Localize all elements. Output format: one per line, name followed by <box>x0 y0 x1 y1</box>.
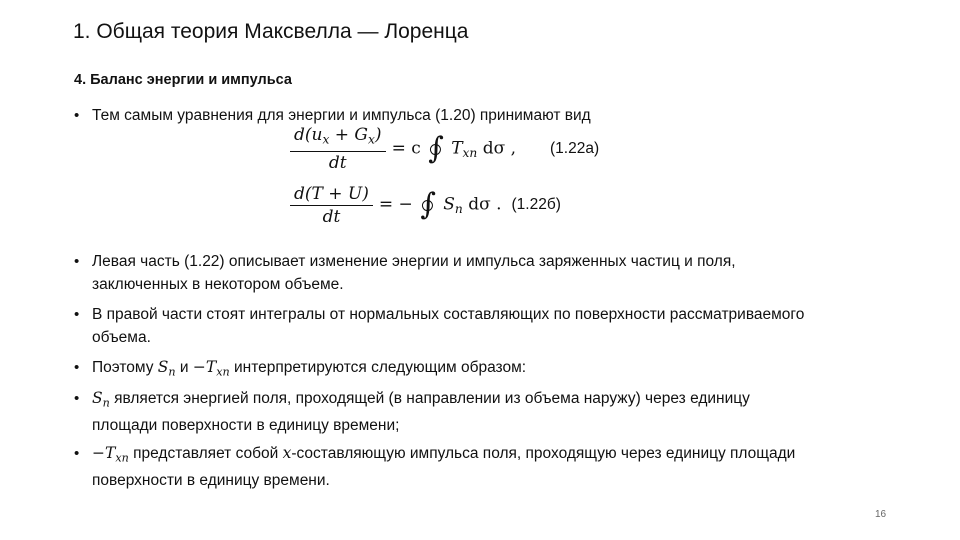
bullet-text-5: $S_n$ является энергией поля, проходящей (в направлении из объема наружу) через единицу площади поверхности в единицу времени; <box>92 389 750 435</box>
bullet-marker: • <box>74 107 80 124</box>
equation-number: (1.22б) <box>511 196 561 213</box>
bullet-text-6: $-T_{xn}$ представляет собой x-составляющую импульса поля, проходящую через единицу площади поверхности в единицу времени. <box>92 444 796 490</box>
equation-rhs: = c ∫ $T_{xn}$ dσ , <box>391 131 517 166</box>
bullet-marker: • <box>74 359 80 376</box>
equation-1-22a <box>290 124 599 174</box>
slide-title: 1. Общая теория Максвелла — Лоренца <box>73 20 469 43</box>
fraction <box>290 124 386 174</box>
bullet-text-3: В правой части стоят интегралы от нормальных составляющих по поверхности рассматриваемого объема. <box>92 306 805 346</box>
bullet-text-2: Левая часть (1.22) описывает изменение энергии и импульса заряженных частиц и поля, заключенных в некотором объеме. <box>92 253 736 293</box>
contour-integral-icon: ∫ <box>428 131 444 166</box>
equation-1-22b <box>290 180 561 230</box>
equation-rhs: = − ∫ $S_n$ dσ . <box>378 187 502 222</box>
equation-number: (1.22a) <box>550 140 600 157</box>
fraction-denominator: dt <box>328 152 347 173</box>
fraction-numerator: d(T + U) <box>290 183 373 206</box>
bullet-marker: • <box>74 253 80 270</box>
contour-integral-icon: ∫ <box>420 187 436 222</box>
section-heading: 4. Баланс энергии и импульса <box>74 72 292 88</box>
fraction <box>290 183 373 228</box>
fraction-denominator: dt <box>322 206 341 227</box>
page-number: 16 <box>875 509 887 520</box>
fraction-numerator: $d(u_x + G_x)$ <box>290 124 386 152</box>
bullet-text-4: Поэтому $S_n$ $и -T_{xn}$ интерпретируются следующим образом: <box>92 358 527 379</box>
bullet-marker: • <box>74 390 80 407</box>
bullet-marker: • <box>74 445 80 462</box>
bullet-marker: • <box>74 306 80 323</box>
bullet-text-1: Тем самым уравнения для энергии и импульса (1.20) принимают вид <box>92 107 591 124</box>
